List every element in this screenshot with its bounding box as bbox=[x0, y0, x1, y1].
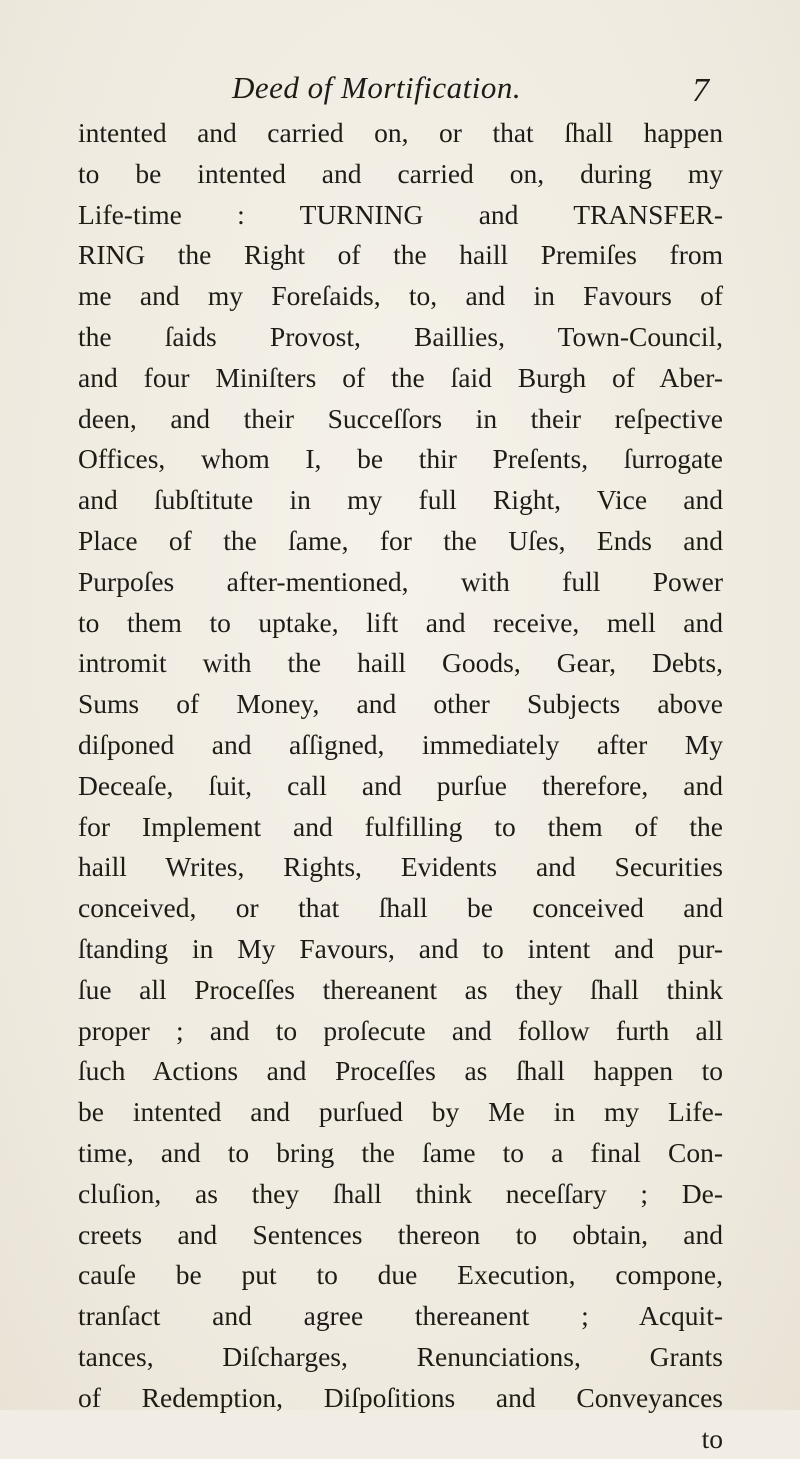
text-line: haill Writes, Rights, Evidents and Securities bbox=[78, 847, 723, 888]
running-head-title: Deed of Mortification. bbox=[232, 70, 521, 106]
text-line: deen, and their Succeſſors in their reſpective bbox=[78, 399, 723, 440]
body-text bbox=[78, 113, 723, 1459]
text-line: Purpoſes after-mentioned, with full Power bbox=[78, 562, 723, 603]
text-line: me and my Foreſaids, to, and in Favours of bbox=[78, 276, 723, 317]
text-line: Offices, whom I, be thir Preſents, ſurrogate bbox=[78, 439, 723, 480]
running-head bbox=[0, 70, 800, 110]
text-line: ſtanding in My Favours, and to intent and pur- bbox=[78, 929, 723, 970]
text-line: RING the Right of the haill Premiſes from bbox=[78, 235, 723, 276]
text-line: tranſact and agree thereanent ; Acquit- bbox=[78, 1296, 723, 1337]
text-line: cauſe be put to due Execution, compone, bbox=[78, 1255, 723, 1296]
text-line: Deceaſe, ſuit, call and purſue therefore, and bbox=[78, 766, 723, 807]
text-line: for Implement and fulfilling to them of the bbox=[78, 807, 723, 848]
text-line: ſuch Actions and Proceſſes as ſhall happen to bbox=[78, 1051, 723, 1092]
text-line: to be intented and carried on, during my bbox=[78, 154, 723, 195]
text-line: Place of the ſame, for the Uſes, Ends and bbox=[78, 521, 723, 562]
text-line: of Redemption, Diſpoſitions and Conveyances bbox=[78, 1378, 723, 1419]
text-line: and four Miniſters of the ſaid Burgh of Aber- bbox=[78, 358, 723, 399]
text-line: ſue all Proceſſes thereanent as they ſhall think bbox=[78, 970, 723, 1011]
text-line: be intented and purſued by Me in my Life- bbox=[78, 1092, 723, 1133]
text-line: to them to uptake, lift and receive, mell and bbox=[78, 603, 723, 644]
text-line: intented and carried on, or that ſhall happen bbox=[78, 113, 723, 154]
text-line: diſponed and aſſigned, immediately after My bbox=[78, 725, 723, 766]
text-line: the ſaids Provost, Baillies, Town-Council, bbox=[78, 317, 723, 358]
text-line: tances, Diſcharges, Renunciations, Grants bbox=[78, 1337, 723, 1378]
text-line: Life-time : TURNING and TRANSFER- bbox=[78, 195, 723, 236]
text-line: Sums of Money, and other Subjects above bbox=[78, 684, 723, 725]
text-line: creets and Sentences thereon to obtain, and bbox=[78, 1215, 723, 1256]
text-line: proper ; and to proſecute and follow furth all bbox=[78, 1011, 723, 1052]
text-line: cluſion, as they ſhall think neceſſary ; De- bbox=[78, 1174, 723, 1215]
text-line: intromit with the haill Goods, Gear, Debts, bbox=[78, 643, 723, 684]
text-line: conceived, or that ſhall be conceived and bbox=[78, 888, 723, 929]
text-line: time, and to bring the ſame to a final Con- bbox=[78, 1133, 723, 1174]
catchword: to bbox=[78, 1419, 723, 1459]
page-number: 7 bbox=[692, 72, 709, 110]
text-line: and ſubſtitute in my full Right, Vice and bbox=[78, 480, 723, 521]
